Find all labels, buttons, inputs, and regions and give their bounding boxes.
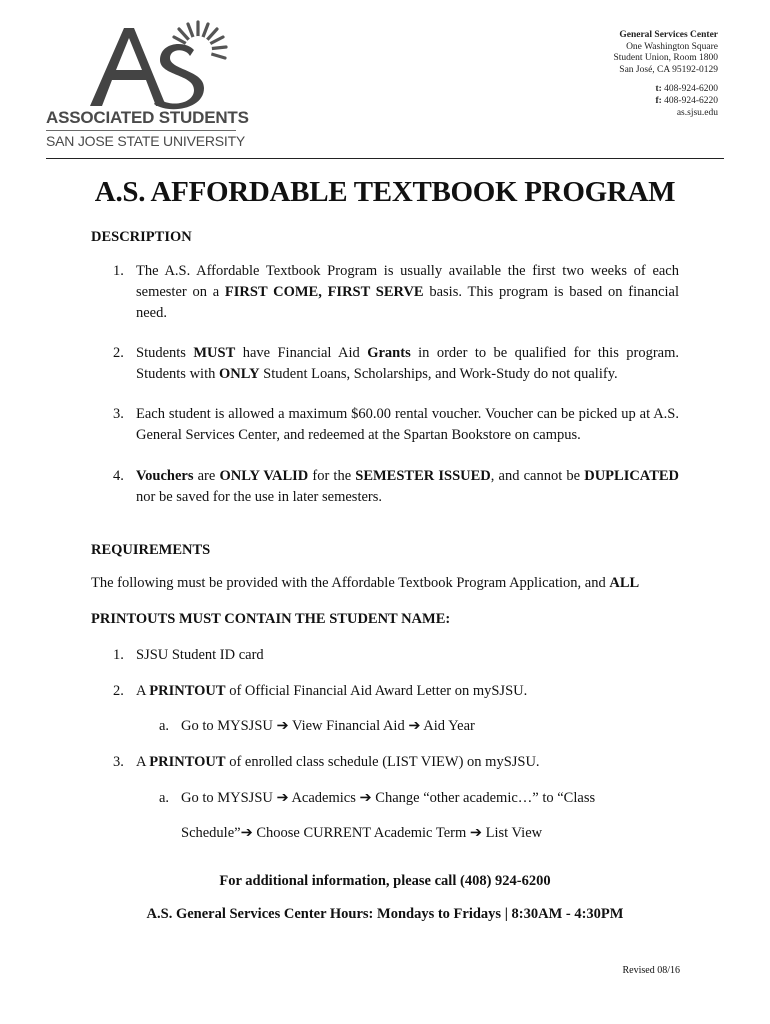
description-item-2: 2. Students MUST have Financial Aid Grants in order to be qualified for this program. Students with ONLY Student Loans, Scholarships, and Work-Study do not qualify. bbox=[113, 345, 680, 382]
requirements-intro-emphasis: PRINTOUTS MUST CONTAIN THE STUDENT NAME: bbox=[91, 611, 451, 627]
description-item-3: 3. Each student is allowed a maximum $60.00 rental voucher. Voucher can be picked up at A.S. General Services Center, and redeemed at the Spartan Bookstore on campus. bbox=[113, 406, 679, 443]
revision-date: Revised 08/16 bbox=[622, 965, 680, 976]
requirement-item-2: 2. A PRINTOUT of Official Financial Aid Award Letter on mySJSU. bbox=[113, 683, 528, 699]
additional-info: For additional information, please call (408) 924-6200 bbox=[219, 873, 551, 889]
description-item-4: 4. Vouchers are ONLY VALID for the SEMESTER ISSUED, and cannot be DUPLICATED nor be saved for the use in later semesters. bbox=[113, 468, 680, 505]
description-item-1: 1. The A.S. Affordable Textbook Program is usually available the first two weeks of each semester on a FIRST COME, FIRST SERVE basis. This program is based on financial need. bbox=[113, 263, 679, 321]
university-name: SAN JOSE STATE UNIVERSITY bbox=[46, 133, 246, 149]
address-line-3: San José, CA 95192-0129 bbox=[619, 64, 718, 75]
address-line-1: One Washington Square bbox=[626, 41, 718, 52]
page-title: A.S. AFFORDABLE TEXTBOOK PROGRAM bbox=[94, 176, 676, 208]
org-name: ASSOCIATED STUDENTS bbox=[46, 108, 249, 127]
website: as.sjsu.edu bbox=[676, 107, 718, 118]
requirement-subitem-3a: a. Go to MYSJSU ➔ Academics ➔ Change “other academic…” to “Class bbox=[159, 790, 596, 806]
contact-block bbox=[613, 30, 718, 119]
requirements-heading: REQUIREMENTS bbox=[91, 542, 211, 558]
as-monogram-icon bbox=[82, 18, 232, 110]
requirement-subitem-3a-continued: Schedule”➔ Choose CURRENT Academic Term ➔ List View bbox=[181, 825, 543, 841]
telephone: t: 408-924-6200 bbox=[655, 84, 718, 95]
requirement-subitem-2a: a. Go to MYSJSU ➔ View Financial Aid ➔ Aid Year bbox=[159, 718, 475, 734]
requirement-item-1: 1. SJSU Student ID card bbox=[113, 647, 264, 663]
office-name: General Services Center bbox=[619, 30, 718, 40]
address-line-2: Student Union, Room 1800 bbox=[613, 53, 718, 64]
requirements-intro: The following must be provided with the Affordable Textbook Program Application, and ALL bbox=[91, 575, 640, 591]
office-hours: A.S. General Services Center Hours: Mondays to Fridays | 8:30AM - 4:30PM bbox=[146, 906, 624, 922]
requirement-item-3: 3. A PRINTOUT of enrolled class schedule (LIST VIEW) on mySJSU. bbox=[113, 754, 540, 770]
header-divider bbox=[46, 158, 724, 159]
description-heading: DESCRIPTION bbox=[91, 229, 192, 245]
logo-divider bbox=[46, 130, 236, 131]
fax: f: 408-924-6220 bbox=[655, 95, 718, 106]
